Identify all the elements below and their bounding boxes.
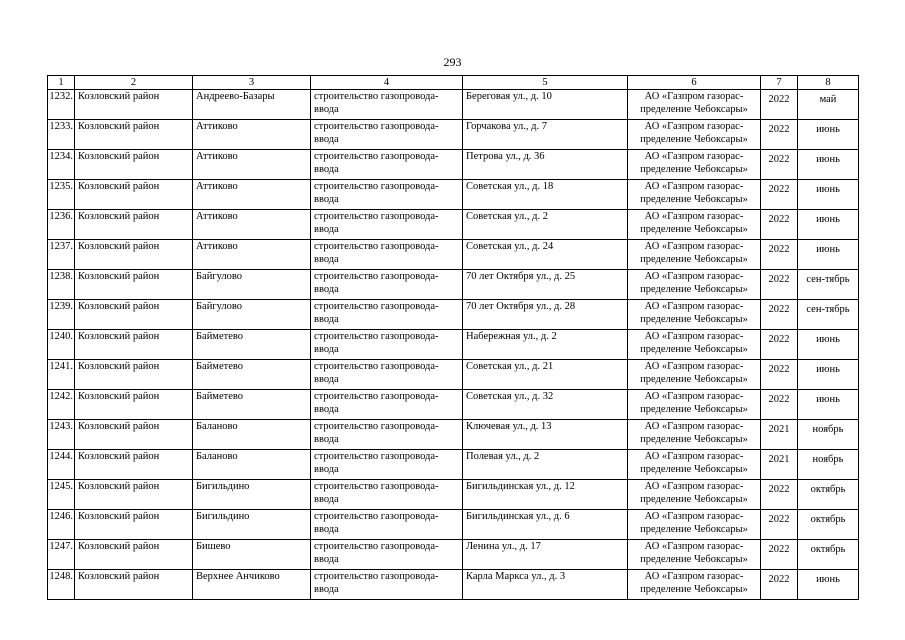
settlement-cell: Баланово <box>193 420 311 450</box>
organization-cell: АО «Газпром газорас-пределение Чебоксары» <box>628 150 761 180</box>
settlement-cell: Баланово <box>193 450 311 480</box>
district-cell: Козловский район <box>75 420 193 450</box>
address-cell: Набережная ул., д. 2 <box>463 330 628 360</box>
month-cell: июнь <box>798 150 859 180</box>
month-cell: июнь <box>798 240 859 270</box>
address-cell: Петрова ул., д. 36 <box>463 150 628 180</box>
work-type-cell: строительство газопровода-ввода <box>311 300 463 330</box>
table-row <box>48 300 859 330</box>
table-row <box>48 180 859 210</box>
organization-cell: АО «Газпром газорас-пределение Чебоксары» <box>628 300 761 330</box>
column-header-4: 4 <box>311 76 463 90</box>
organization-cell: АО «Газпром газорас-пределение Чебоксары» <box>628 120 761 150</box>
address-cell: Советская ул., д. 24 <box>463 240 628 270</box>
address-cell: Советская ул., д. 32 <box>463 390 628 420</box>
month-cell: июнь <box>798 360 859 390</box>
year-cell: 2022 <box>761 360 798 390</box>
month-cell: сен-тябрь <box>798 270 859 300</box>
organization-cell: АО «Газпром газорас-пределение Чебоксары» <box>628 270 761 300</box>
work-type-cell: строительство газопровода-ввода <box>311 450 463 480</box>
district-cell: Козловский район <box>75 480 193 510</box>
month-cell: октябрь <box>798 510 859 540</box>
year-cell: 2021 <box>761 450 798 480</box>
address-cell: 70 лет Октября ул., д. 28 <box>463 300 628 330</box>
year-cell: 2022 <box>761 480 798 510</box>
gas-pipeline-schedule-table <box>47 75 859 600</box>
work-type-cell: строительство газопровода-ввода <box>311 420 463 450</box>
table-row <box>48 420 859 450</box>
work-type-cell: строительство газопровода-ввода <box>311 390 463 420</box>
month-cell: июнь <box>798 330 859 360</box>
district-cell: Козловский район <box>75 540 193 570</box>
work-type-cell: строительство газопровода-ввода <box>311 240 463 270</box>
organization-cell: АО «Газпром газорас-пределение Чебоксары» <box>628 180 761 210</box>
address-cell: Бигильдинская ул., д. 6 <box>463 510 628 540</box>
organization-cell: АО «Газпром газорас-пределение Чебоксары» <box>628 390 761 420</box>
address-cell: Карла Маркса ул., д. 3 <box>463 570 628 600</box>
month-cell: май <box>798 90 859 120</box>
row-number-cell: 1235. <box>48 180 75 210</box>
work-type-cell: строительство газопровода-ввода <box>311 480 463 510</box>
row-number-cell: 1245. <box>48 480 75 510</box>
year-cell: 2021 <box>761 420 798 450</box>
address-cell: Ключевая ул., д. 13 <box>463 420 628 450</box>
district-cell: Козловский район <box>75 210 193 240</box>
address-cell: Ленина ул., д. 17 <box>463 540 628 570</box>
table-row <box>48 450 859 480</box>
district-cell: Козловский район <box>75 180 193 210</box>
year-cell: 2022 <box>761 180 798 210</box>
month-cell: октябрь <box>798 540 859 570</box>
year-cell: 2022 <box>761 240 798 270</box>
row-number-cell: 1241. <box>48 360 75 390</box>
district-cell: Козловский район <box>75 300 193 330</box>
address-cell: Полевая ул., д. 2 <box>463 450 628 480</box>
district-cell: Козловский район <box>75 150 193 180</box>
column-header-1: 1 <box>48 76 75 90</box>
district-cell: Козловский район <box>75 510 193 540</box>
work-type-cell: строительство газопровода-ввода <box>311 360 463 390</box>
year-cell: 2022 <box>761 150 798 180</box>
district-cell: Козловский район <box>75 120 193 150</box>
settlement-cell: Бишево <box>193 540 311 570</box>
table-row <box>48 510 859 540</box>
table-row <box>48 120 859 150</box>
work-type-cell: строительство газопровода-ввода <box>311 120 463 150</box>
row-number-cell: 1239. <box>48 300 75 330</box>
district-cell: Козловский район <box>75 360 193 390</box>
settlement-cell: Бигильдино <box>193 480 311 510</box>
row-number-cell: 1242. <box>48 390 75 420</box>
settlement-cell: Байметево <box>193 390 311 420</box>
work-type-cell: строительство газопровода-ввода <box>311 330 463 360</box>
table-row <box>48 360 859 390</box>
month-cell: июнь <box>798 120 859 150</box>
settlement-cell: Верхнее Анчиково <box>193 570 311 600</box>
row-number-cell: 1232. <box>48 90 75 120</box>
month-cell: июнь <box>798 180 859 210</box>
settlement-cell: Аттиково <box>193 210 311 240</box>
month-cell: июнь <box>798 570 859 600</box>
district-cell: Козловский район <box>75 570 193 600</box>
column-header-5: 5 <box>463 76 628 90</box>
address-cell: 70 лет Октября ул., д. 25 <box>463 270 628 300</box>
row-number-cell: 1244. <box>48 450 75 480</box>
table-row <box>48 540 859 570</box>
address-cell: Советская ул., д. 21 <box>463 360 628 390</box>
settlement-cell: Аттиково <box>193 120 311 150</box>
table-row <box>48 330 859 360</box>
district-cell: Козловский район <box>75 330 193 360</box>
district-cell: Козловский район <box>75 450 193 480</box>
settlement-cell: Байгулово <box>193 300 311 330</box>
organization-cell: АО «Газпром газорас-пределение Чебоксары» <box>628 240 761 270</box>
year-cell: 2022 <box>761 510 798 540</box>
month-cell: октябрь <box>798 480 859 510</box>
work-type-cell: строительство газопровода-ввода <box>311 510 463 540</box>
address-cell: Советская ул., д. 18 <box>463 180 628 210</box>
table-row <box>48 150 859 180</box>
organization-cell: АО «Газпром газорас-пределение Чебоксары» <box>628 90 761 120</box>
column-header-6: 6 <box>628 76 761 90</box>
district-cell: Козловский район <box>75 270 193 300</box>
column-header-8: 8 <box>798 76 859 90</box>
year-cell: 2022 <box>761 300 798 330</box>
year-cell: 2022 <box>761 570 798 600</box>
work-type-cell: строительство газопровода-ввода <box>311 210 463 240</box>
work-type-cell: строительство газопровода-ввода <box>311 270 463 300</box>
table-row <box>48 570 859 600</box>
organization-cell: АО «Газпром газорас-пределение Чебоксары» <box>628 420 761 450</box>
work-type-cell: строительство газопровода-ввода <box>311 180 463 210</box>
year-cell: 2022 <box>761 390 798 420</box>
row-number-cell: 1248. <box>48 570 75 600</box>
row-number-cell: 1236. <box>48 210 75 240</box>
settlement-cell: Байметево <box>193 330 311 360</box>
row-number-cell: 1233. <box>48 120 75 150</box>
column-header-3: 3 <box>193 76 311 90</box>
organization-cell: АО «Газпром газорас-пределение Чебоксары» <box>628 510 761 540</box>
address-cell: Береговая ул., д. 10 <box>463 90 628 120</box>
month-cell: сен-тябрь <box>798 300 859 330</box>
district-cell: Козловский район <box>75 240 193 270</box>
year-cell: 2022 <box>761 210 798 240</box>
column-header-2: 2 <box>75 76 193 90</box>
table-row <box>48 270 859 300</box>
organization-cell: АО «Газпром газорас-пределение Чебоксары» <box>628 450 761 480</box>
year-cell: 2022 <box>761 330 798 360</box>
month-cell: июнь <box>798 210 859 240</box>
district-cell: Козловский район <box>75 90 193 120</box>
row-number-cell: 1238. <box>48 270 75 300</box>
column-header-7: 7 <box>761 76 798 90</box>
year-cell: 2022 <box>761 90 798 120</box>
organization-cell: АО «Газпром газорас-пределение Чебоксары» <box>628 210 761 240</box>
settlement-cell: Байгулово <box>193 270 311 300</box>
work-type-cell: строительство газопровода-ввода <box>311 90 463 120</box>
settlement-cell: Аттиково <box>193 180 311 210</box>
table-body <box>48 90 859 600</box>
year-cell: 2022 <box>761 540 798 570</box>
row-number-cell: 1247. <box>48 540 75 570</box>
work-type-cell: строительство газопровода-ввода <box>311 150 463 180</box>
table-row <box>48 480 859 510</box>
settlement-cell: Аттиково <box>193 150 311 180</box>
settlement-cell: Байметево <box>193 360 311 390</box>
table-row <box>48 240 859 270</box>
table-row <box>48 90 859 120</box>
year-cell: 2022 <box>761 120 798 150</box>
table-row <box>48 390 859 420</box>
organization-cell: АО «Газпром газорас-пределение Чебоксары» <box>628 480 761 510</box>
organization-cell: АО «Газпром газорас-пределение Чебоксары» <box>628 360 761 390</box>
month-cell: июнь <box>798 390 859 420</box>
month-cell: ноябрь <box>798 450 859 480</box>
year-cell: 2022 <box>761 270 798 300</box>
settlement-cell: Аттиково <box>193 240 311 270</box>
address-cell: Горчакова ул., д. 7 <box>463 120 628 150</box>
district-cell: Козловский район <box>75 390 193 420</box>
work-type-cell: строительство газопровода-ввода <box>311 540 463 570</box>
organization-cell: АО «Газпром газорас-пределение Чебоксары» <box>628 330 761 360</box>
row-number-cell: 1240. <box>48 330 75 360</box>
address-cell: Советская ул., д. 2 <box>463 210 628 240</box>
organization-cell: АО «Газпром газорас-пределение Чебоксары» <box>628 540 761 570</box>
page-number: 293 <box>443 55 462 69</box>
row-number-cell: 1246. <box>48 510 75 540</box>
work-type-cell: строительство газопровода-ввода <box>311 570 463 600</box>
row-number-cell: 1234. <box>48 150 75 180</box>
address-cell: Бигильдинская ул., д. 12 <box>463 480 628 510</box>
header-row <box>48 76 859 90</box>
row-number-cell: 1237. <box>48 240 75 270</box>
table-row <box>48 210 859 240</box>
month-cell: ноябрь <box>798 420 859 450</box>
settlement-cell: Бигильдино <box>193 510 311 540</box>
organization-cell: АО «Газпром газорас-пределение Чебоксары» <box>628 570 761 600</box>
settlement-cell: Андреево-Базары <box>193 90 311 120</box>
row-number-cell: 1243. <box>48 420 75 450</box>
